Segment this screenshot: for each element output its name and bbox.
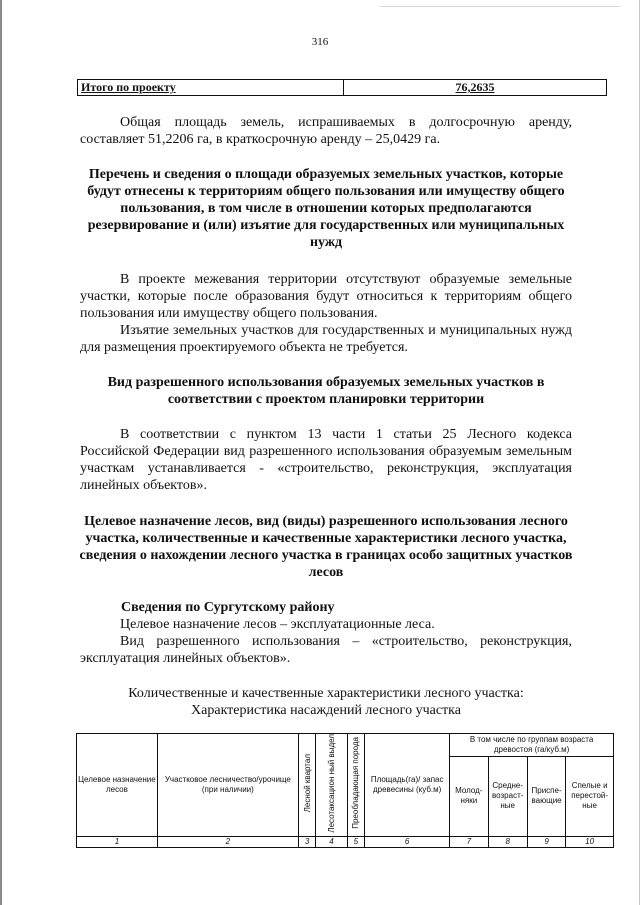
paragraph-withdrawal: Изъятие земельных участков для государственных и муниципальных нужд для размещения проектируемого объекта не требуется.: [80, 323, 572, 355]
table-number-row: [77, 836, 614, 847]
paragraph-absent: В проекте межевания территории отсутствуют образуемые земельные участки, которые после образования будут относиться к территориям общего пользования или имуществу общего пользования.: [80, 272, 572, 321]
page-left-edge: [0, 0, 2, 905]
header-purpose: Целевое назначение лесов: [77, 734, 158, 837]
scan-artifact-line: [380, 6, 620, 7]
header-quarter: [298, 734, 316, 837]
column-number: 2: [157, 836, 298, 847]
header-allotment: [316, 734, 347, 837]
column-number: 10: [566, 836, 614, 847]
column-number: 6: [365, 836, 450, 847]
paragraph-code: В соответствии с пунктом 13 части 1 статьи 25 Лесного кодекса Российской Федерации вид разрешенного использования образуемым земельным участкам устанавливается - «строительство, реконструкция, эксплуатация линейных объектов».: [80, 427, 572, 493]
total-row-label: Итого по проекту: [78, 80, 344, 95]
column-number: 5: [347, 836, 365, 847]
column-number: 9: [527, 836, 565, 847]
column-number: 8: [488, 836, 527, 847]
paragraph-area: Общая площадь земель, испрашиваемых в долгосрочную аренду, составляет 51,2206 га, в краткосрочную аренду – 25,0429 га.: [80, 115, 572, 147]
header-mature: Спелые и перестой- ные: [566, 757, 614, 837]
page-number: 316: [311, 36, 329, 48]
header-forestry: Участковое лесничество/урочище (при наличии): [157, 734, 298, 837]
paragraph-use-type: Вид разрешенного использования – «строительство, реконструкция, эксплуатация линейных объектов».: [80, 634, 572, 666]
header-quarter-text: Лесной квартал: [302, 754, 312, 813]
heading-district: Сведения по Сургутскому району: [121, 600, 335, 615]
heading-forest: Целевое назначение лесов, вид (виды) разрешенного использования лесного участка, количественные и качественные характеристики лесного участка, сведения о нахождении лесного участка в границах особо защитных участков лесов: [79, 514, 573, 580]
header-young: Молод- няки: [450, 757, 488, 837]
header-area: Площадь(га)/ запас древесины (куб.м): [365, 734, 450, 837]
header-species-text: Преобладающая порода: [351, 737, 361, 830]
header-species: [347, 734, 365, 837]
column-number: 1: [77, 836, 158, 847]
total-row-value: 76,2635: [455, 80, 495, 94]
column-number: 3: [298, 836, 316, 847]
header-middle-aged: Средне- возраст- ные: [488, 757, 527, 837]
caption-plantings: Характеристика насаждений лесного участка: [191, 703, 461, 718]
line-purpose: Целевое назначение лесов – эксплуатационные леса.: [120, 617, 435, 632]
header-maturing: Приспе- вающие: [527, 757, 565, 837]
table-header-row: [77, 734, 614, 757]
column-number: 7: [450, 836, 488, 847]
header-age-groups: В том числе по группам возраста древостоя (га/куб.м): [450, 734, 614, 757]
forest-characteristics-table: [76, 733, 614, 848]
caption-characteristics: Количественные и качественные характеристики лесного участка:: [128, 686, 524, 701]
column-number: 4: [316, 836, 347, 847]
heading-use: Вид разрешенного использования образуемых земельных участков в соответствии с проектом планировки территории: [107, 375, 545, 407]
header-allotment-text: Лесотаксацион ный выдел: [327, 734, 336, 833]
heading-list: Перечень и сведения о площади образуемых земельных участков, которые будут отнесены к территориям общего пользования или имуществу общего пользования, в том числе в отношении которых предполагаются резервирование и (или) изъятие для государственных или муниципальных нужд: [87, 167, 565, 250]
total-row: [77, 79, 607, 96]
